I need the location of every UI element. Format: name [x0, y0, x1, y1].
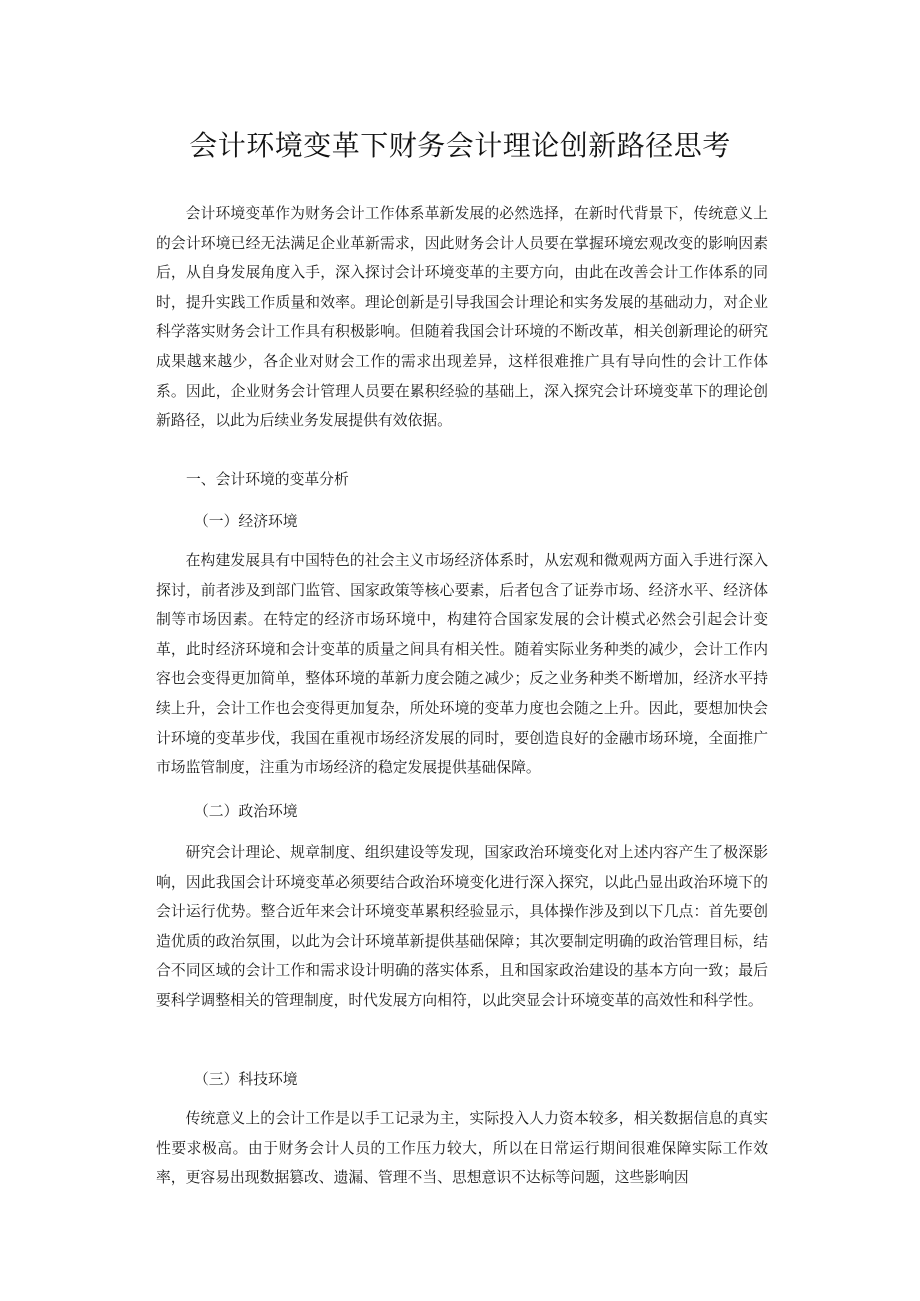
intro-paragraph: 会计环境变革作为财务会计工作体系革新发展的必然选择，在新时代背景下，传统意义上的会计环境已经无法满足企业革新需求，因此财务会计人员要在掌握环境宏观改变的影响因素后，从自身发展角度入手，深入探讨会计环境变革的主要方向，由此在改善会计工作体系的同时，提升实践工作质量和效率。理论创新是引导我国会计理论和实务发展的基础动力，对企业科学落实财务会计工作具有积极影响。但随着我国会计环境的不断改革，相关创新理论的研究成果越来越少，各企业对财会工作的需求出现差异，这样很难推广具有导向性的会计工作体系。因此，企业财务会计管理人员要在累积经验的基础上，深入探究会计环境变革下的理论创新路径，以此为后续业务发展提供有效依据。 — [156, 205, 768, 430]
section-heading-1: 一、会计环境的变革分析 — [186, 471, 349, 488]
subsection-heading-technology: （三）科技环境 — [194, 1071, 298, 1088]
technology-paragraph: 传统意义上的会计工作是以手工记录为主，实际投入人力资本较多，相关数据信息的真实性要求极高。由于财务会计人员的工作压力较大，所以在日常运行期间很难保障实际工作效率，更容易出现数据篡改、遗漏、管理不当、思想意识不达标等问题，这些影响因 — [156, 1110, 768, 1187]
political-paragraph: 研究会计理论、规章制度、组织建设等发现，国家政治环境变化对上述内容产生了极深影响，因此我国会计环境变革必须要结合政治环境变化进行深入探究，以此凸显出政治环境下的会计运行优势。整合近年来会计环境变革累积经验显示，具体操作涉及到以下几点：首先要创造优质的政治氛围，以此为会计环境革新提供基础保障；其次要制定明确的政治管理目标，结合不同区域的会计工作和需求设计明确的落实体系，且和国家政治建设的基本方向一致；最后要科学调整相关的管理制度，时代发展方向相符，以此突显会计环境变革的高效性和科学性。 — [156, 844, 768, 1009]
economic-paragraph: 在构建发展具有中国特色的社会主义市场经济体系时，从宏观和微观两方面入手进行深入探讨，前者涉及到部门监管、国家政策等核心要素，后者包含了证券市场、经济水平、经济体制等市场因素。在特定的经济市场环境中，构建符合国家发展的会计模式必然会引起会计变革，此时经济环境和会计变革的质量之间具有相关性。随着实际业务种类的减少，会计工作内容也会变得更加简单，整体环境的革新力度会随之减少；反之业务种类不断增加，经济水平持续上升，会计工作也会变得更加复杂，所处环境的变革力度也会随之上升。因此，要想加快会计环境的变革步伐，我国在重视市场经济发展的同时，要创造良好的金融市场环境，全面推广市场监管制度，注重为市场经济的稳定发展提供基础保障。 — [156, 552, 768, 777]
document-title: 会计环境变革下财务会计理论创新路径思考 — [189, 129, 731, 162]
subsection-heading-political: （二）政治环境 — [194, 803, 298, 820]
subsection-heading-economic: （一）经济环境 — [194, 513, 298, 530]
